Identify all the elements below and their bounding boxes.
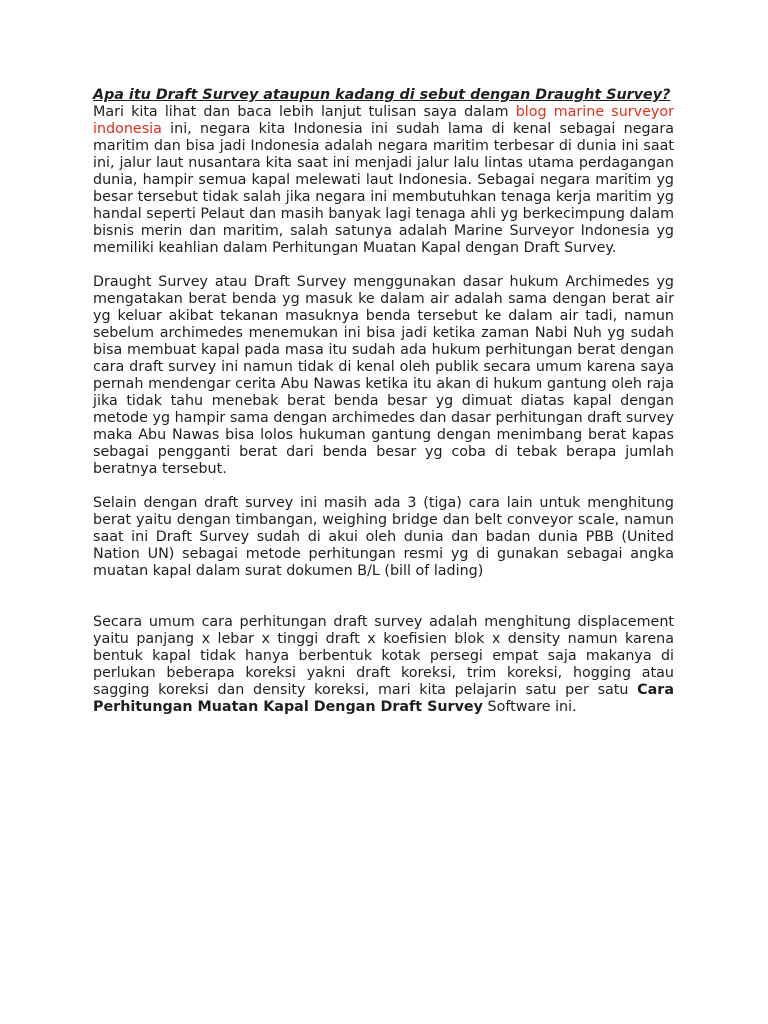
- paragraph-calculation-end: Software ini.: [482, 699, 577, 715]
- document-title: Apa itu Draft Survey ataupun kadang di sebut dengan Draught Survey?: [93, 87, 671, 103]
- paragraph-intro-text: Mari kita lihat dan baca lebih lanjut tulisan saya dalam: [93, 104, 516, 120]
- paragraph-calculation: [93, 614, 674, 716]
- blog-link[interactable]: blog marine surveyor indonesia: [93, 104, 674, 137]
- document-page: [93, 87, 674, 733]
- paragraph-intro-continued: ini, negara kita Indonesia ini sudah lama di kenal sebagai negara maritim dan bisa jadi Indonesia adalah negara maritim terbesar di dunia ini saat ini, jalur laut nusantara kita saat ini menjadi jalur lalu lintas utama perdagangan dunia, hampir semua kapal melewati laut Indonesia. Sebagai negara maritim yg besar tersebut tidak salah jika negara ini membutuhkan tenaga kerja maritim yg handal seperti Pelaut dan masih banyak lagi tenaga ahli yg berkecimpung dalam bisnis merin dan maritim, salah satunya adalah Marine Surveyor Indonesia yg memiliki keahlian dalam Perhitungan Muatan Kapal dengan Draft Survey.: [93, 121, 675, 256]
- paragraph-intro: [93, 104, 674, 257]
- bold-phrase: Cara Perhitungan Muatan Kapal Dengan Draft Survey: [93, 682, 674, 715]
- paragraph-archimedes: Draught Survey atau Draft Survey menggunakan dasar hukum Archimedes yg mengatakan berat benda yg masuk ke dalam air adalah sama dengan berat air yg keluar akibat tekanan masuknya benda tersebut ke dalam air tadi, namun sebelum archimedes menemukan ini bisa jadi ketika zaman Nabi Nuh yg sudah bisa membuat kapal pada masa itu sudah ada hukum perhitungan berat dengan cara draft survey ini namun tidak di kenal oleh publik secara umum karena saya pernah mendengar cerita Abu Nawas ketika itu akan di hukum gantung oleh raja jika tidak tahu menebak berat benda besar yg dimuat diatas kapal dengan metode yg hampir sama dengan archimedes dan dasar perhitungan draft survey maka Abu Nawas bisa lolos hukuman gantung dengan menimbang berat kapas sebagai pengganti berat dari benda besar yg coba di tebak berapa jumlah beratnya tersebut.: [93, 274, 674, 477]
- blank-line: [93, 597, 674, 614]
- paragraph-calculation-text: Secara umum cara perhitungan draft survey adalah menghitung displacement yaitu panjang x lebar x tinggi draft x koefisien blok x density namun karena bentuk kapal tidak hanya berbentuk kotak persegi empat saja makanya di perlukan beberapa koreksi yakni draft koreksi, trim koreksi, hogging atau sagging koreksi dan density koreksi, mari kita pelajarin satu per satu: [93, 614, 674, 698]
- paragraph-methods: Selain dengan draft survey ini masih ada 3 (tiga) cara lain untuk menghitung berat yaitu dengan timbangan, weighing bridge dan belt conveyor scale, namun saat ini Draft Survey sudah di akui oleh dunia dan badan dunia PBB (United Nation UN) sebagai metode perhitungan resmi yg di gunakan sebagai angka muatan kapal dalam surat dokumen B/L (bill of lading): [93, 495, 674, 579]
